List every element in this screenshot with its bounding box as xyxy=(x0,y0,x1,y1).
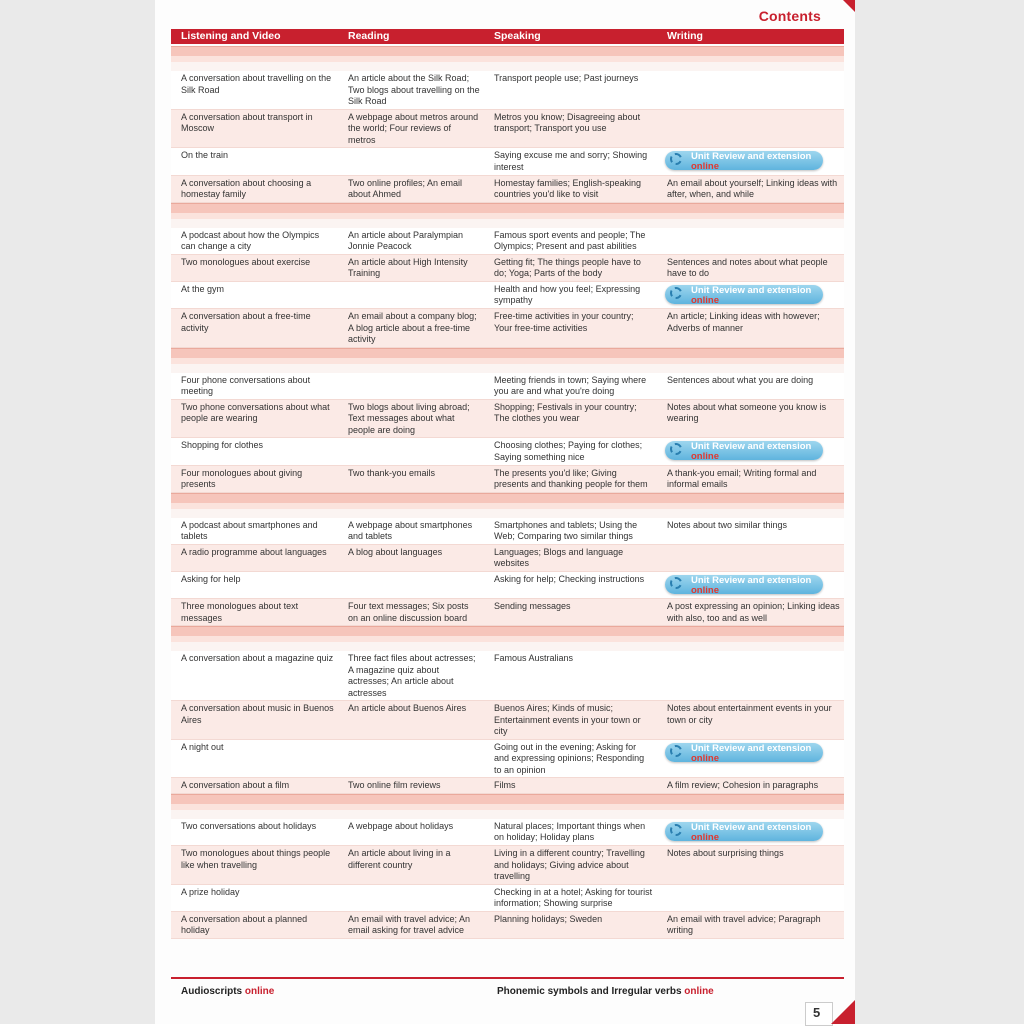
unit-block xyxy=(171,46,844,203)
cell-listening: A conversation about music in Buenos Aires xyxy=(181,703,334,725)
unit-review-button[interactable] xyxy=(665,575,823,594)
review-online-label: online xyxy=(691,584,719,596)
cell-reading: An article about Paralympian Jonnie Peacock xyxy=(348,229,464,251)
table-row xyxy=(171,701,844,740)
unit-rows xyxy=(171,518,844,627)
cell-speaking: Sending messages xyxy=(494,601,571,611)
review-label: Unit Review and extension xyxy=(691,742,812,754)
table-row xyxy=(171,255,844,282)
cell-listening: A conversation about choosing a homestay family xyxy=(181,177,312,199)
table-row xyxy=(171,819,844,847)
unit-rows xyxy=(171,819,844,939)
cell-reading: Two blogs about living abroad; Text messages about what people are doing xyxy=(348,401,470,435)
unit-review-button[interactable] xyxy=(665,285,823,304)
table-row xyxy=(171,176,844,203)
cell-writing xyxy=(657,228,844,254)
cell-speaking: Famous Australians xyxy=(494,653,574,663)
table-row xyxy=(171,282,844,310)
cell-writing xyxy=(657,71,844,109)
header-writing: Writing xyxy=(667,30,703,42)
cell-speaking: Living in a different country; Travelling and holidays; Giving advice about travelling xyxy=(494,848,645,881)
review-label: Unit Review and extension xyxy=(691,574,812,586)
cell-listening: Two conversations about holidays xyxy=(181,820,317,831)
cell-reading: Three fact files about actresses; A magazine quiz about actresses; An article about actresses xyxy=(348,653,476,698)
cell-speaking: Planning holidays; Sweden xyxy=(494,913,603,924)
cell-speaking: Checking in at a hotel; Asking for tourist information; Showing surprise xyxy=(494,886,653,908)
review-label: Unit Review and extension xyxy=(691,441,812,452)
cell-speaking: Metros you know; Disagreeing about transport; Transport you use xyxy=(494,111,641,133)
cell-reading: Two thank-you emails xyxy=(348,467,436,478)
cell-reading: An article about Buenos Aires xyxy=(348,703,467,713)
table-row xyxy=(171,466,844,493)
unit-rows xyxy=(171,373,844,493)
cell-writing: A thank-you email; Writing formal and informal emails xyxy=(667,467,817,489)
review-online-label: online xyxy=(691,752,719,764)
cell-speaking: Natural places; Important things when on holiday; Holiday plans xyxy=(494,820,646,842)
footer-left-online: online xyxy=(244,986,275,997)
corner-marker xyxy=(843,0,855,12)
table-row xyxy=(171,373,844,400)
unit-spacer xyxy=(171,62,844,71)
table-row xyxy=(171,71,844,110)
cell-writing: An article; Linking ideas with however; Adverbs of manner xyxy=(667,311,820,333)
cell-listening: A podcast about smartphones and tablets xyxy=(181,519,318,541)
cell-writing xyxy=(657,572,844,599)
unit-rows xyxy=(171,228,844,348)
refresh-icon xyxy=(670,745,682,757)
review-online-label: online xyxy=(691,831,719,843)
unit-review-button[interactable] xyxy=(665,743,823,762)
unit-block xyxy=(171,348,844,493)
unit-header-strip xyxy=(171,46,844,62)
cell-listening: Two monologues about exercise xyxy=(181,256,311,267)
units-table xyxy=(171,46,844,939)
table-row xyxy=(171,228,844,255)
cell-listening: Asking for help xyxy=(181,573,241,584)
refresh-icon xyxy=(670,153,682,165)
cell-listening: Four monologues about giving presents xyxy=(181,467,303,489)
cell-listening: Two monologues about things people like when travelling xyxy=(181,848,331,870)
cell-reading: An email with travel advice; An email asking for travel advice xyxy=(348,913,471,935)
cell-writing: Notes about surprising things xyxy=(667,848,784,858)
cell-writing: A film review; Cohesion in paragraphs xyxy=(667,780,819,790)
cell-speaking: Smartphones and tablets; Using the Web; Comparing two similar things xyxy=(494,519,638,541)
unit-rows xyxy=(171,651,844,794)
refresh-icon xyxy=(670,824,682,836)
cell-writing: Notes about two similar things xyxy=(667,519,788,530)
right-background xyxy=(855,0,1024,1024)
contents-page xyxy=(155,0,855,1024)
table-row xyxy=(171,400,844,439)
unit-review-button[interactable] xyxy=(665,441,823,460)
page-title: Contents xyxy=(758,8,821,24)
header-reading: Reading xyxy=(348,30,390,42)
cell-speaking: The presents you'd like; Giving presents and thanking people for them xyxy=(494,467,648,489)
page-flag xyxy=(831,1000,855,1024)
footer-right-label: Phonemic symbols and Irregular verbs xyxy=(497,986,682,997)
cell-reading: A blog about languages xyxy=(348,546,443,557)
footer-phonemic[interactable] xyxy=(497,986,714,997)
cell-writing xyxy=(657,545,844,571)
cell-reading: An article about High Intensity Training xyxy=(348,256,468,278)
unit-spacer xyxy=(171,364,844,373)
cell-reading: An email about a company blog; A blog article about a free-time activity xyxy=(348,311,477,344)
cell-writing: An email with travel advice; Paragraph writing xyxy=(667,913,821,935)
review-online-label: online xyxy=(691,161,719,172)
cell-listening: A conversation about a film xyxy=(181,780,290,790)
cell-reading xyxy=(338,885,484,911)
cell-writing: Notes about entertainment events in your town or city xyxy=(667,703,832,725)
unit-spacer xyxy=(171,642,844,651)
cell-listening: At the gym xyxy=(181,283,225,294)
page-number: 5 xyxy=(813,1005,821,1020)
cell-reading: A webpage about smartphones and tablets xyxy=(348,519,473,541)
cell-listening: On the train xyxy=(181,150,229,160)
cell-listening: Two phone conversations about what people are wearing xyxy=(181,401,330,423)
review-online-label: online xyxy=(691,294,719,306)
footer-rule xyxy=(171,977,844,979)
table-row xyxy=(171,545,844,572)
cell-listening: A conversation about transport in Moscow xyxy=(181,111,313,133)
cell-reading xyxy=(338,373,484,399)
footer-audioscripts[interactable] xyxy=(181,986,274,997)
cell-listening: Three monologues about text messages xyxy=(181,601,299,623)
refresh-icon xyxy=(670,577,682,589)
cell-listening: Shopping for clothes xyxy=(181,440,264,450)
cell-speaking: Shopping; Festivals in your country; The clothes you wear xyxy=(494,401,637,423)
cell-speaking: Saying excuse me and sorry; Showing interest xyxy=(494,150,648,172)
unit-spacer xyxy=(171,810,844,819)
table-row xyxy=(171,518,844,545)
cell-speaking: Getting fit; The things people have to do; Yoga; Parts of the body xyxy=(494,256,641,278)
cell-reading: Four text messages; Six posts on an online discussion board xyxy=(348,601,469,623)
column-header-bar xyxy=(171,29,844,44)
unit-header-strip xyxy=(171,626,844,642)
cell-writing xyxy=(657,438,844,465)
cell-writing xyxy=(657,885,844,911)
table-row xyxy=(171,599,844,626)
unit-block xyxy=(171,493,844,627)
unit-header-strip xyxy=(171,348,844,364)
cell-reading xyxy=(338,148,484,175)
header-listening: Listening and Video xyxy=(181,30,281,42)
cell-listening: A conversation about travelling on the Silk Road xyxy=(181,73,332,95)
cell-speaking: Meeting friends in town; Saying where you are and what you're doing xyxy=(494,374,647,396)
table-row xyxy=(171,110,844,149)
cell-listening: A podcast about how the Olympics can change a city xyxy=(181,229,320,251)
cell-listening: A night out xyxy=(181,741,224,752)
unit-header-strip xyxy=(171,493,844,509)
cell-reading: A webpage about holidays xyxy=(348,820,454,831)
cell-listening: A conversation about a magazine quiz xyxy=(181,653,334,663)
cell-listening: A conversation about a planned holiday xyxy=(181,913,308,935)
review-label: Unit Review and extension xyxy=(691,284,812,296)
unit-review-button[interactable] xyxy=(665,822,823,841)
cell-reading: A webpage about metros around the world; Four reviews of metros xyxy=(348,111,479,145)
table-row xyxy=(171,309,844,348)
cell-reading: An article about living in a different country xyxy=(348,848,451,870)
unit-block xyxy=(171,626,844,794)
unit-review-button[interactable] xyxy=(665,151,823,170)
table-row xyxy=(171,740,844,779)
cell-speaking: Going out in the evening; Asking for and expressing opinions; Responding to an opinion xyxy=(494,741,645,775)
unit-header-strip xyxy=(171,794,844,810)
cell-writing xyxy=(657,148,844,175)
review-online-label: online xyxy=(691,451,719,462)
cell-reading: An article about the Silk Road; Two blogs about travelling on the Silk Road xyxy=(348,73,480,106)
unit-header-strip xyxy=(171,203,844,219)
cell-listening: A radio programme about languages xyxy=(181,546,327,557)
cell-writing xyxy=(657,740,844,778)
cell-writing: A post expressing an opinion; Linking ideas with also, too and as well xyxy=(667,601,840,623)
cell-speaking: Transport people use; Past journeys xyxy=(494,73,639,83)
cell-writing xyxy=(657,819,844,846)
cell-writing: An email about yourself; Linking ideas with after, when, and while xyxy=(667,177,838,199)
table-row xyxy=(171,438,844,466)
cell-reading xyxy=(338,740,484,778)
cell-writing: Notes about what someone you know is wearing xyxy=(667,401,827,423)
left-background xyxy=(0,0,155,1024)
cell-writing xyxy=(657,282,844,309)
cell-speaking: Buenos Aires; Kinds of music; Entertainment events in your town or city xyxy=(494,703,641,736)
review-label: Unit Review and extension xyxy=(691,151,812,162)
cell-speaking: Free-time activities in your country; Your free-time activities xyxy=(494,311,634,333)
unit-rows xyxy=(171,71,844,203)
cell-reading xyxy=(338,572,484,599)
cell-speaking: Choosing clothes; Paying for clothes; Saying something nice xyxy=(494,440,643,462)
review-label: Unit Review and extension xyxy=(691,821,812,833)
cell-writing xyxy=(657,651,844,700)
header-speaking: Speaking xyxy=(494,30,541,42)
cell-writing xyxy=(657,110,844,148)
unit-block xyxy=(171,203,844,348)
table-row xyxy=(171,846,844,885)
table-row xyxy=(171,778,844,794)
cell-speaking: Languages; Blogs and language websites xyxy=(494,546,624,568)
cell-reading: Two online film reviews xyxy=(348,780,441,790)
refresh-icon xyxy=(670,443,682,455)
cell-writing: Sentences and notes about what people have to do xyxy=(667,256,828,278)
cell-speaking: Films xyxy=(494,780,516,790)
cell-reading xyxy=(338,438,484,465)
cell-listening: Four phone conversations about meeting xyxy=(181,374,311,396)
footer-left-label: Audioscripts xyxy=(181,986,243,997)
cell-speaking: Health and how you feel; Expressing sympathy xyxy=(494,283,641,305)
cell-writing: Sentences about what you are doing xyxy=(667,374,814,385)
refresh-icon xyxy=(670,287,682,299)
table-row xyxy=(171,885,844,912)
footer-right-online: online xyxy=(684,986,714,997)
unit-block xyxy=(171,794,844,939)
table-row xyxy=(171,572,844,600)
cell-speaking: Asking for help; Checking instructions xyxy=(494,573,645,584)
table-row xyxy=(171,912,844,939)
table-row xyxy=(171,651,844,701)
cell-speaking: Homestay families; English-speaking countries you'd like to visit xyxy=(494,177,642,199)
cell-speaking: Famous sport events and people; The Olympics; Present and past abilities xyxy=(494,229,646,251)
unit-spacer xyxy=(171,509,844,518)
cell-reading: Two online profiles; An email about Ahmed xyxy=(348,177,463,199)
cell-listening: A conversation about a free-time activity xyxy=(181,311,311,333)
cell-reading xyxy=(338,282,484,309)
cell-listening: A prize holiday xyxy=(181,886,240,897)
table-row xyxy=(171,148,844,176)
unit-spacer xyxy=(171,219,844,228)
